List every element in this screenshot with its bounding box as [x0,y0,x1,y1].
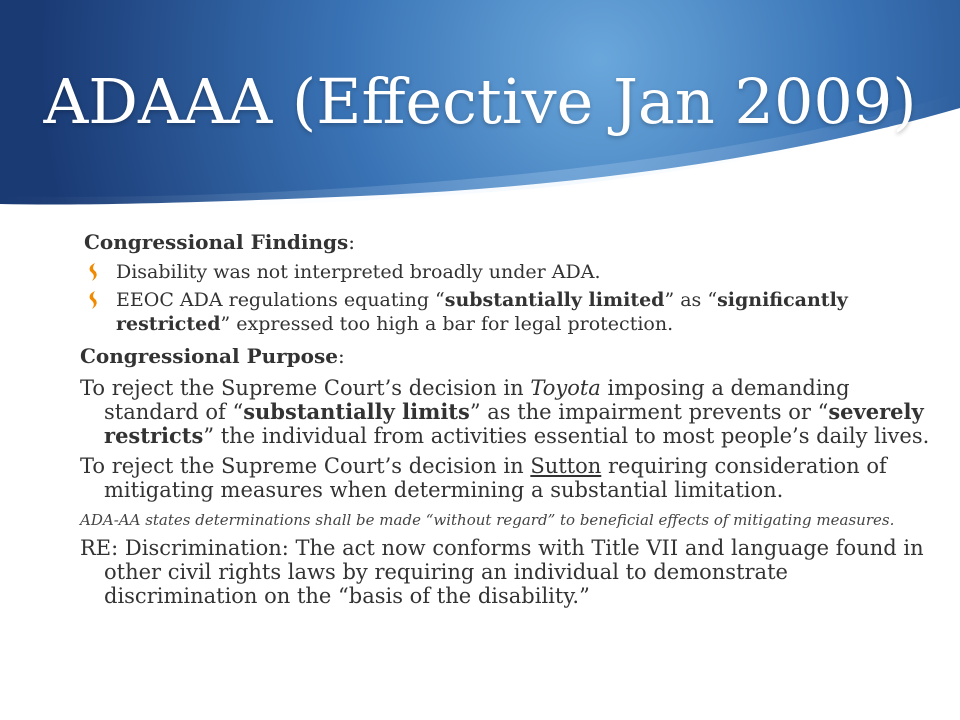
discrimination-paragraph: RE: Discrimination: The act now conforms with Title VII and language found in other civil rights laws by requiring an individual to demonstrate discrimination on the “basis of the disability.” [80,536,924,608]
toyota-e: ” as the impairment prevents or “ [469,400,829,424]
toyota-c: imposing a demanding standard of “ [104,376,850,424]
sutton-a: To reject the Supreme Court’s decision in [80,454,531,478]
findings-bullet-2-em2: significantly restricted [116,289,848,335]
findings-heading-colon: : [348,230,356,254]
sutton-c: requiring consideration of mitigating measures when determining a substantial limitation. [104,454,887,502]
toyota-g: ” the individual from activities essential to most people’s daily lives. [203,424,930,448]
toyota-a: To reject the Supreme Court’s decision in [80,376,531,400]
purpose-toyota [80,376,930,448]
fleuron-bullet-icon [86,262,100,282]
sutton-case-name: Sutton [530,454,602,478]
toyota-d: substantially limits [243,399,470,424]
findings-bullet-1 [80,260,930,284]
findings-heading-text: Congressional Findings [84,230,349,254]
findings-bullet-2-mid: ” as “ [664,289,718,311]
slide-title: ADAAA (Effective Jan 2009) [43,65,917,138]
toyota-f: severely restricts [104,399,924,448]
findings-bullet-2-em1: substantially limited [444,289,665,311]
findings-bullet-2-post: ” expressed too high a bar for legal protection. [220,313,674,335]
fleuron-bullet-icon [86,290,100,310]
purpose-sutton [80,454,930,502]
purpose-heading-colon: : [338,344,345,368]
slide-body [80,228,930,608]
purpose-heading-text: Congressional Purpose [80,344,338,368]
findings-bullet-1-text: Disability was not interpreted broadly under ADA. [116,261,601,283]
purpose-heading [80,342,930,370]
findings-bullet-2 [80,288,930,336]
findings-heading [84,228,930,256]
purpose-note: ADA-AA states determinations shall be made “without regard” to beneficial effects of mitigating measures. [80,511,895,529]
findings-bullet-2-pre: EEOC ADA regulations equating “ [116,289,445,311]
toyota-case-name: Toyota [530,376,601,400]
